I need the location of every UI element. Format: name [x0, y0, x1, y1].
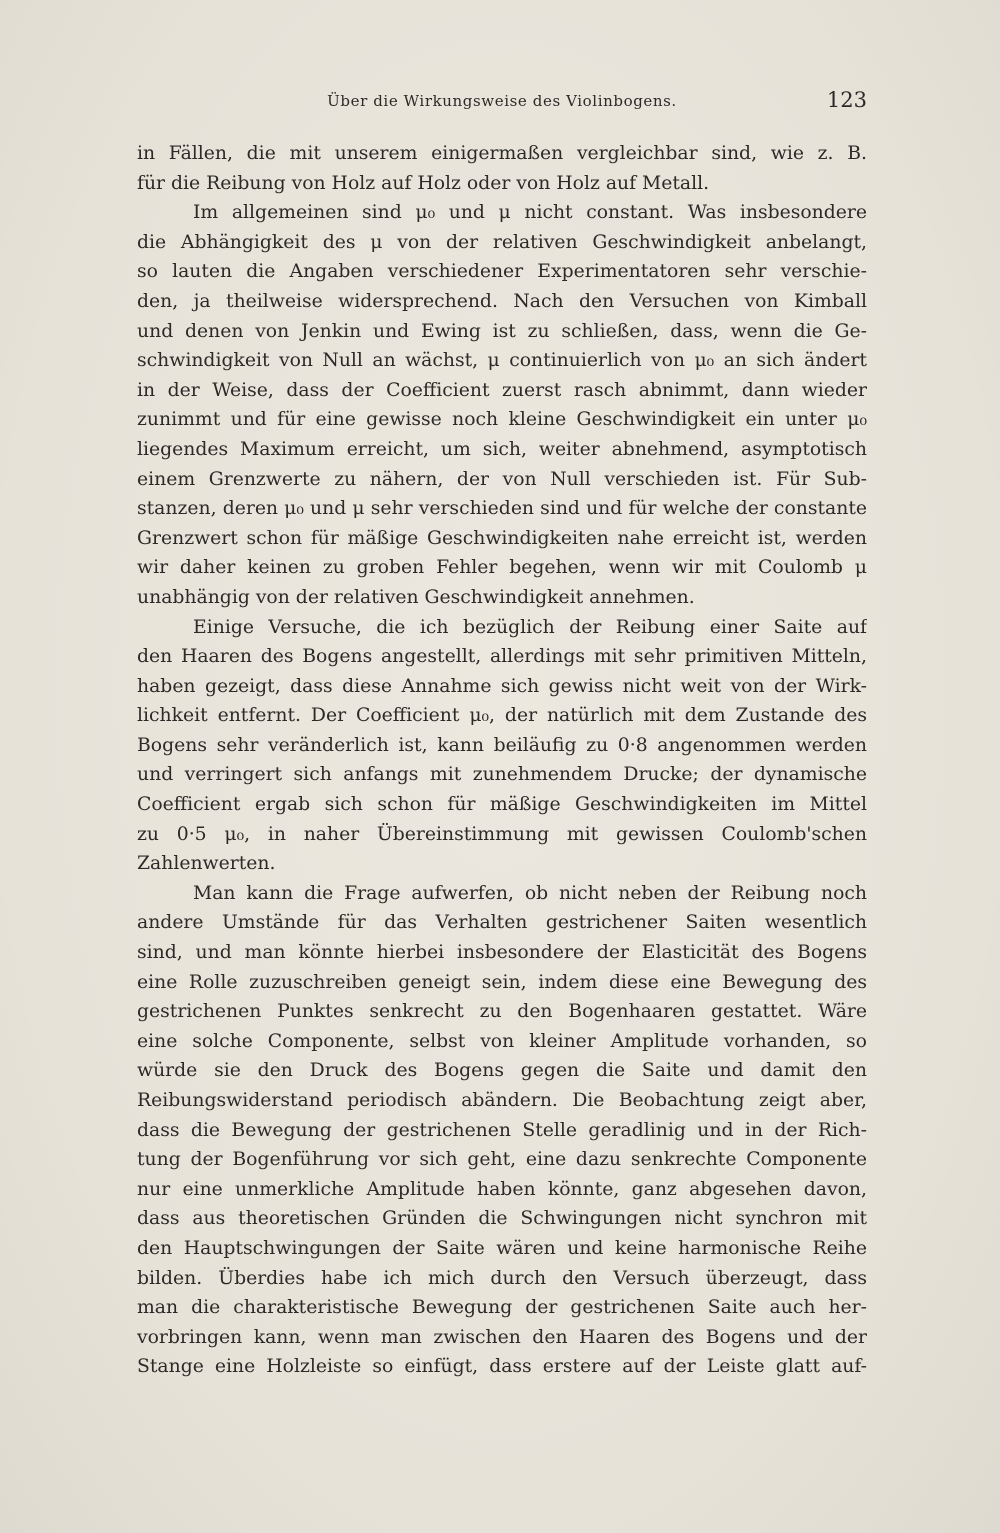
- text-line: Grenzwert schon für mäßige Geschwindigkeiten nahe erreicht ist, werden: [137, 527, 867, 549]
- running-title: Über die Wirkungsweise des Violinbogens.: [327, 92, 677, 110]
- text-line: würde sie den Druck des Bogens gegen die Saite und damit den: [137, 1060, 867, 1082]
- text-line: Reibungswiderstand periodisch abändern. Die Beobachtung zeigt aber,: [137, 1090, 867, 1111]
- text-line: so lauten die Angaben verschiedener Experimentatoren sehr verschie-: [137, 261, 867, 283]
- text-line: Coefficient ergab sich schon für mäßige Geschwindigkeiten im Mittel: [137, 794, 867, 816]
- text-line: man die charakteristische Bewegung der gestrichenen Saite auch her-: [137, 1297, 867, 1319]
- text-line: zunimmt und für eine gewisse noch kleine Geschwindigkeit ein unter μ₀: [137, 409, 867, 431]
- text-line: die Abhängigkeit des μ von der relativen Geschwindigkeit anbelangt,: [137, 231, 867, 253]
- text-line: tung der Bogenführung vor sich geht, eine dazu senkrechte Componente: [137, 1149, 867, 1171]
- text-line: Man kann die Frage aufwerfen, ob nicht neben der Reibung noch: [193, 882, 867, 904]
- text-line: dass aus theoretischen Gründen die Schwingungen nicht synchron mit: [137, 1208, 867, 1230]
- page-header: [137, 88, 867, 118]
- text-line: Bogens sehr veränderlich ist, kann beiläufig zu 0·8 angenommen werden: [137, 734, 867, 756]
- text-line: Stange eine Holzleiste so einfügt, dass erstere auf der Leiste glatt auf-: [137, 1356, 867, 1378]
- text-line: Einige Versuche, die ich bezüglich der Reibung einer Saite auf: [193, 616, 867, 638]
- body-text: [137, 139, 867, 1382]
- text-line: unabhängig von der relativen Geschwindigkeit annehmen.: [137, 586, 695, 608]
- text-line: wir daher keinen zu groben Fehler begehen, wenn wir mit Coulomb μ: [137, 557, 867, 579]
- text-line: bilden. Überdies habe ich mich durch den Versuch überzeugt, dass: [137, 1267, 867, 1289]
- text-line: haben gezeigt, dass diese Annahme sich gewiss nicht weit von der Wirk-: [137, 675, 867, 697]
- text-line: für die Reibung von Holz auf Holz oder von Holz auf Metall.: [137, 172, 710, 194]
- text-line: den, ja theilweise widersprechend. Nach den Versuchen von Kimball: [137, 290, 867, 312]
- text-line: und verringert sich anfangs mit zunehmendem Drucke; der dynamische: [137, 764, 867, 786]
- text-line: in Fällen, die mit unserem einigermaßen vergleichbar sind, wie z. B.: [137, 143, 867, 164]
- text-line: stanzen, deren μ₀ und μ sehr verschieden sind und für welche der constante: [137, 498, 867, 520]
- text-line: einem Grenzwerte zu nähern, der von Null verschieden ist. Für Sub-: [137, 468, 867, 490]
- text-line: andere Umstände für das Verhalten gestrichener Saiten wesentlich: [137, 912, 867, 934]
- text-line: Im allgemeinen sind μ₀ und μ nicht constant. Was insbesondere: [193, 202, 867, 224]
- text-line: eine solche Componente, selbst von kleiner Amplitude vorhanden, so: [137, 1030, 867, 1052]
- text-line: liegendes Maximum erreicht, um sich, weiter abnehmend, asymptotisch: [137, 438, 867, 460]
- text-line: in der Weise, dass der Coefficient zuerst rasch abnimmt, dann wieder: [137, 379, 867, 401]
- text-line: dass die Bewegung der gestrichenen Stelle geradlinig und in der Rich-: [137, 1119, 867, 1141]
- text-line: und denen von Jenkin und Ewing ist zu schließen, dass, wenn die Ge-: [137, 320, 867, 342]
- text-line: sind, und man könnte hierbei insbesondere der Elasticität des Bogens: [137, 942, 867, 964]
- text-line: Zahlenwerten.: [137, 853, 276, 875]
- page-number: 123: [826, 88, 867, 112]
- text-line: den Hauptschwingungen der Saite wären und keine harmonische Reihe: [137, 1237, 867, 1259]
- text-line: den Haaren des Bogens angestellt, allerdings mit sehr primitiven Mitteln,: [137, 646, 867, 668]
- text-line: schwindigkeit von Null an wächst, μ continuierlich von μ₀ an sich ändert: [137, 350, 867, 372]
- text-line: zu 0·5 μ₀, in naher Übereinstimmung mit gewissen Coulomb'schen: [137, 823, 867, 845]
- text-line: eine Rolle zuzuschreiben geneigt sein, indem diese eine Bewegung des: [137, 971, 867, 993]
- text-line: lichkeit entfernt. Der Coefficient μ₀, der natürlich mit dem Zustande des: [137, 705, 867, 727]
- text-line: nur eine unmerkliche Amplitude haben könnte, ganz abgesehen davon,: [137, 1178, 867, 1200]
- text-line: gestrichenen Punktes senkrecht zu den Bogenhaaren gestattet. Wäre: [137, 1001, 867, 1023]
- text-line: vorbringen kann, wenn man zwischen den Haaren des Bogens und der: [137, 1326, 867, 1348]
